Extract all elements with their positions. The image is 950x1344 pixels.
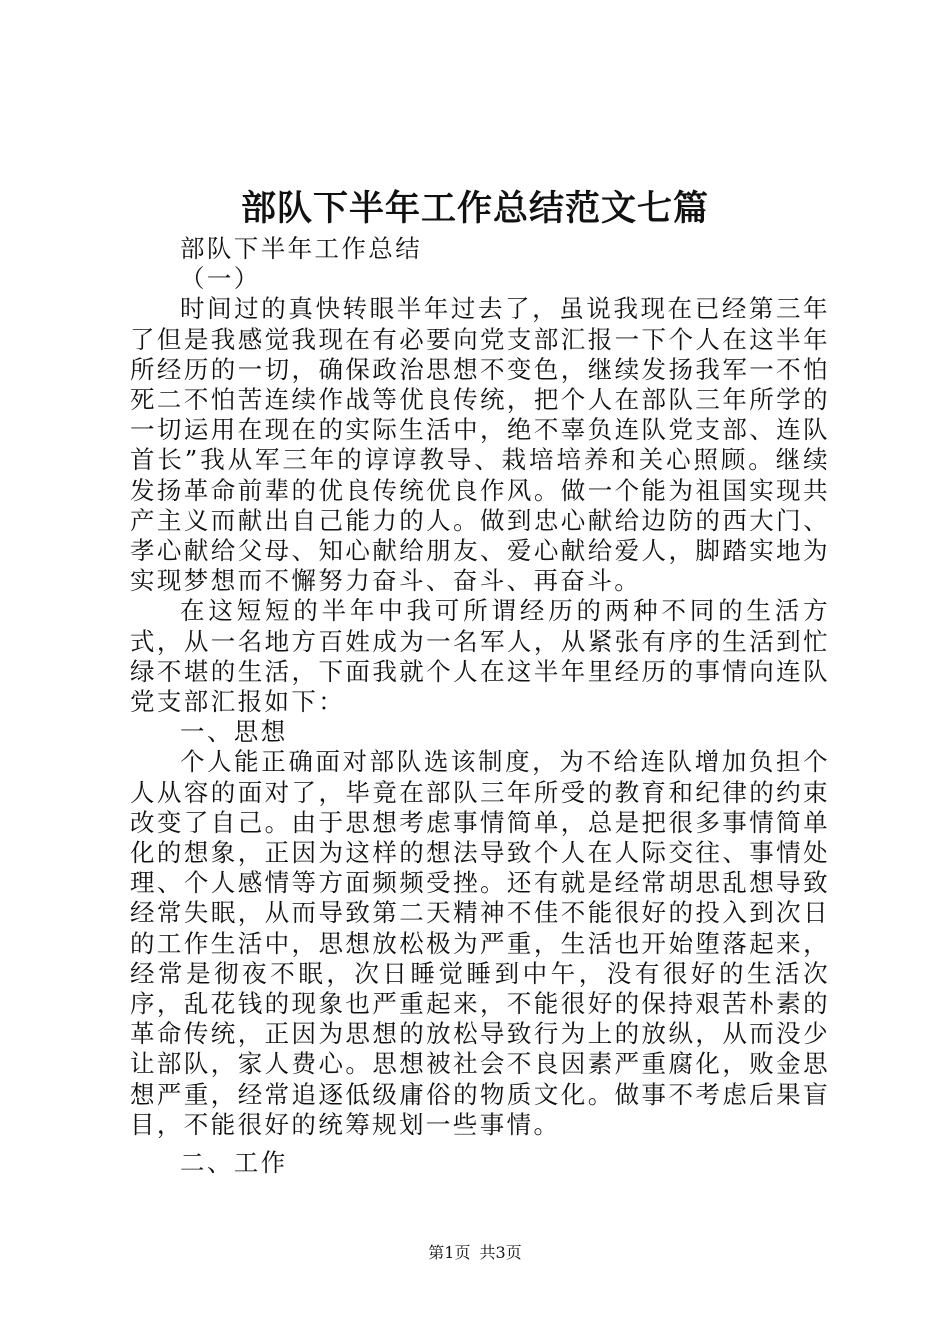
paragraph-2: 在这短短的半年中我可所谓经历的两种不同的生活方式，从一名地方百姓成为一名军人，从紧张有序的生活到忙绿不堪的生活，下面我就个人在这半年里经历的事情向连队党支部汇报如下：: [130, 596, 830, 717]
document-body: [130, 234, 830, 1178]
page-number: 第1页: [428, 1243, 471, 1262]
section-mark: （一）: [180, 264, 261, 294]
paragraph-3: 个人能正确面对部队选该制度，为不给连队增加负担个人从容的面对了，毕竟在部队三年所受的教育和纪律的约束改变了自己。由于思想考虑事情简单，总是把很多事情简单化的想象，正因为这样的想法导致个人在人际交往、事情处理、个人感情等方面频频受挫。还有就是经常胡思乱想导致经常失眠，从而导致第二天精神不佳不能很好的投入到次日的工作生活中，思想放松极为严重，生活也开始堕落起来，经常是彻夜不眠，次日睡觉睡到中午，没有很好的生活次序，乱花钱的现象也严重起来，不能很好的保持艰苦朴素的革命传统，正因为思想的放松导致行为上的放纵，从而没少让部队，家人费心。思想被社会不良因素严重腐化，败金思想严重，经常追逐低级庸俗的物质文化。做事不考虑后果盲目，不能很好的统筹规划一些事情。: [130, 747, 830, 1139]
page-total: 共3页: [479, 1243, 522, 1262]
page-footer: [0, 1242, 950, 1264]
heading-work: 二、工作: [180, 1148, 288, 1178]
heading-thought: 一、思想: [180, 717, 288, 747]
paragraph-1: 时间过的真快转眼半年过去了，虽说我现在已经第三年了但是我感觉我现在有必要向党支部汇报一下个人在这半年所经历的一切，确保政治思想不变色，继续发扬我军一不怕死二不怕苦连续作战等优良传统，把个人在部队三年所学的一切运用在现在的实际生活中，绝不辜负连队党支部、连队首长”我从军三年的谆谆教导、栽培培养和关心照顾。继续发扬革命前辈的优良传统优良作风。做一个能为祖国实现共产主义而献出自己能力的人。做到忠心献给边防的西大门、孝心献给父母、知心献给朋友、爱心献给爱人，脚踏实地为实现梦想而不懈努力奋斗、奋斗、再奋斗。: [130, 294, 830, 596]
subtitle: 部队下半年工作总结: [180, 234, 423, 263]
document-title: 部队下半年工作总结范文七篇: [240, 188, 709, 229]
